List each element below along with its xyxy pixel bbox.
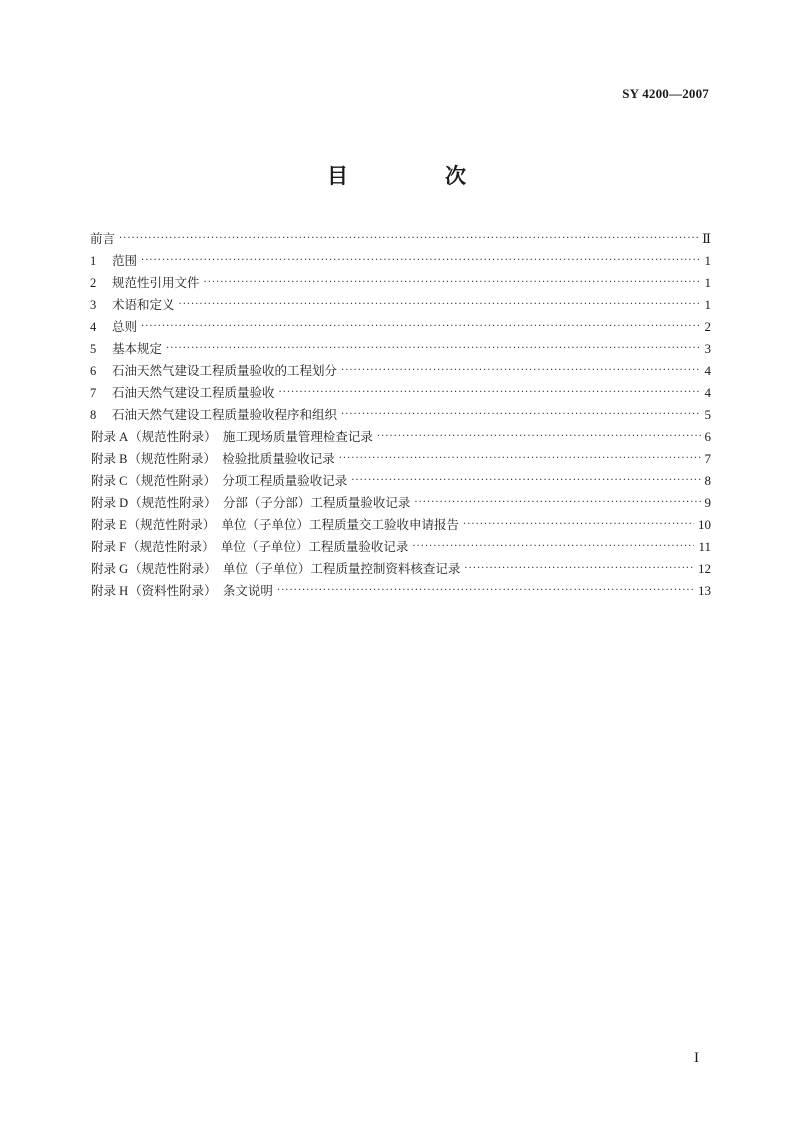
toc-entry-8[interactable]	[90, 405, 711, 427]
toc-entry-text: 石油天然气建设工程质量验收程序和组织	[112, 407, 338, 422]
toc-page-number: 4	[704, 363, 711, 378]
toc-appendix-number: 附录 C	[91, 474, 128, 488]
dot-leader	[141, 255, 700, 266]
toc-appendix-number: 附录 F	[91, 540, 127, 554]
toc-section-number: 7	[90, 386, 97, 400]
toc-entry-appendix-h[interactable]	[90, 581, 711, 603]
toc-page-number: 6	[704, 429, 711, 444]
toc-page-number: 5	[704, 407, 711, 422]
toc-page-number: 8	[704, 473, 711, 488]
dot-leader	[279, 387, 701, 398]
dot-leader	[166, 343, 700, 354]
toc-entry-appendix-b[interactable]	[90, 449, 711, 471]
toc-appendix-number: 附录 D	[91, 496, 129, 510]
toc-page-number: 12	[698, 561, 711, 576]
toc-page-number: 2	[704, 319, 711, 334]
toc-entry-text: （规范性附录） 单位（子单位）工程质量控制资料核查记录	[129, 561, 461, 576]
dot-leader	[179, 299, 701, 310]
toc-entry-text: 基本规定	[112, 341, 163, 356]
dot-leader	[463, 519, 694, 530]
toc-entry-text: （资料性附录） 条文说明	[129, 583, 273, 598]
dot-leader	[341, 409, 700, 420]
table-of-contents	[90, 229, 711, 603]
dot-leader	[141, 321, 700, 332]
toc-appendix-number: 附录 A	[91, 430, 129, 444]
toc-entry-3[interactable]	[90, 295, 711, 317]
dot-leader	[464, 563, 694, 574]
page-number: I	[694, 1050, 699, 1066]
toc-appendix-number: 附录 E	[91, 518, 127, 532]
toc-page-number: 1	[704, 275, 711, 290]
toc-section-number: 6	[90, 364, 97, 378]
toc-entry-foreword[interactable]	[90, 229, 711, 251]
toc-section-number: 8	[90, 408, 97, 422]
dot-leader	[277, 585, 694, 596]
toc-page-number: 10	[698, 517, 711, 532]
toc-section-number: 3	[90, 298, 97, 312]
toc-page-number: 3	[704, 341, 711, 356]
toc-section-number: 4	[90, 320, 97, 334]
dot-leader	[412, 541, 694, 552]
toc-entry-text: （规范性附录） 分部（子分部）工程质量验收记录	[129, 495, 411, 510]
toc-entry-text: （规范性附录） 检验批质量验收记录	[128, 451, 335, 466]
toc-page-number: Ⅱ	[702, 231, 711, 246]
toc-entry-2[interactable]	[90, 273, 711, 295]
toc-section-number: 2	[90, 276, 97, 290]
toc-entry-text: （规范性附录） 施工现场质量管理检查记录	[129, 429, 373, 444]
toc-entry-1[interactable]	[90, 251, 711, 273]
toc-entry-appendix-e[interactable]	[90, 515, 711, 537]
toc-entry-text: 石油天然气建设工程质量验收	[112, 385, 275, 400]
dot-leader	[351, 475, 700, 486]
toc-page-number: 7	[704, 451, 711, 466]
toc-entry-appendix-a[interactable]	[90, 427, 711, 449]
toc-appendix-number: 附录 B	[91, 452, 128, 466]
toc-entry-text: 总则	[112, 319, 138, 334]
toc-section-number: 5	[90, 342, 97, 356]
toc-entry-appendix-c[interactable]	[90, 471, 711, 493]
toc-entry-6[interactable]	[90, 361, 711, 383]
toc-entry-text: 石油天然气建设工程质量验收的工程划分	[112, 363, 338, 378]
toc-entry-text: （规范性附录） 分项工程质量验收记录	[128, 473, 348, 488]
toc-page-number: 1	[704, 253, 711, 268]
page-title: 目 次	[327, 163, 504, 188]
toc-page-number: 1	[704, 297, 711, 312]
toc-entry-text: 规范性引用文件	[112, 275, 200, 290]
toc-entry-text: 前言	[90, 231, 116, 246]
dot-leader	[414, 497, 700, 508]
toc-page-number: 9	[704, 495, 711, 510]
dot-leader	[339, 453, 701, 464]
toc-entry-5[interactable]	[90, 339, 711, 361]
toc-entry-text: （规范性附录） 单位（子单位）工程质量交工验收申请报告	[127, 517, 460, 532]
toc-entry-appendix-g[interactable]	[90, 559, 711, 581]
toc-section-number: 1	[90, 254, 97, 268]
toc-page-number: 13	[698, 583, 711, 598]
toc-appendix-number: 附录 H	[91, 584, 129, 598]
toc-page-number: 11	[698, 539, 711, 554]
standard-code: SY 4200—2007	[622, 86, 709, 101]
toc-appendix-number: 附录 G	[91, 562, 129, 576]
toc-entry-text: （规范性附录） 单位（子单位）工程质量验收记录	[127, 539, 409, 554]
toc-page-number: 4	[704, 385, 711, 400]
toc-entry-appendix-f[interactable]	[90, 537, 711, 559]
toc-entry-4[interactable]	[90, 317, 711, 339]
toc-entry-appendix-d[interactable]	[90, 493, 711, 515]
toc-entry-text: 范围	[112, 253, 138, 268]
toc-entry-text: 术语和定义	[112, 297, 175, 312]
dot-leader	[341, 365, 700, 376]
dot-leader	[204, 277, 701, 288]
dot-leader	[119, 233, 698, 244]
toc-entry-7[interactable]	[90, 383, 711, 405]
dot-leader	[377, 431, 701, 442]
